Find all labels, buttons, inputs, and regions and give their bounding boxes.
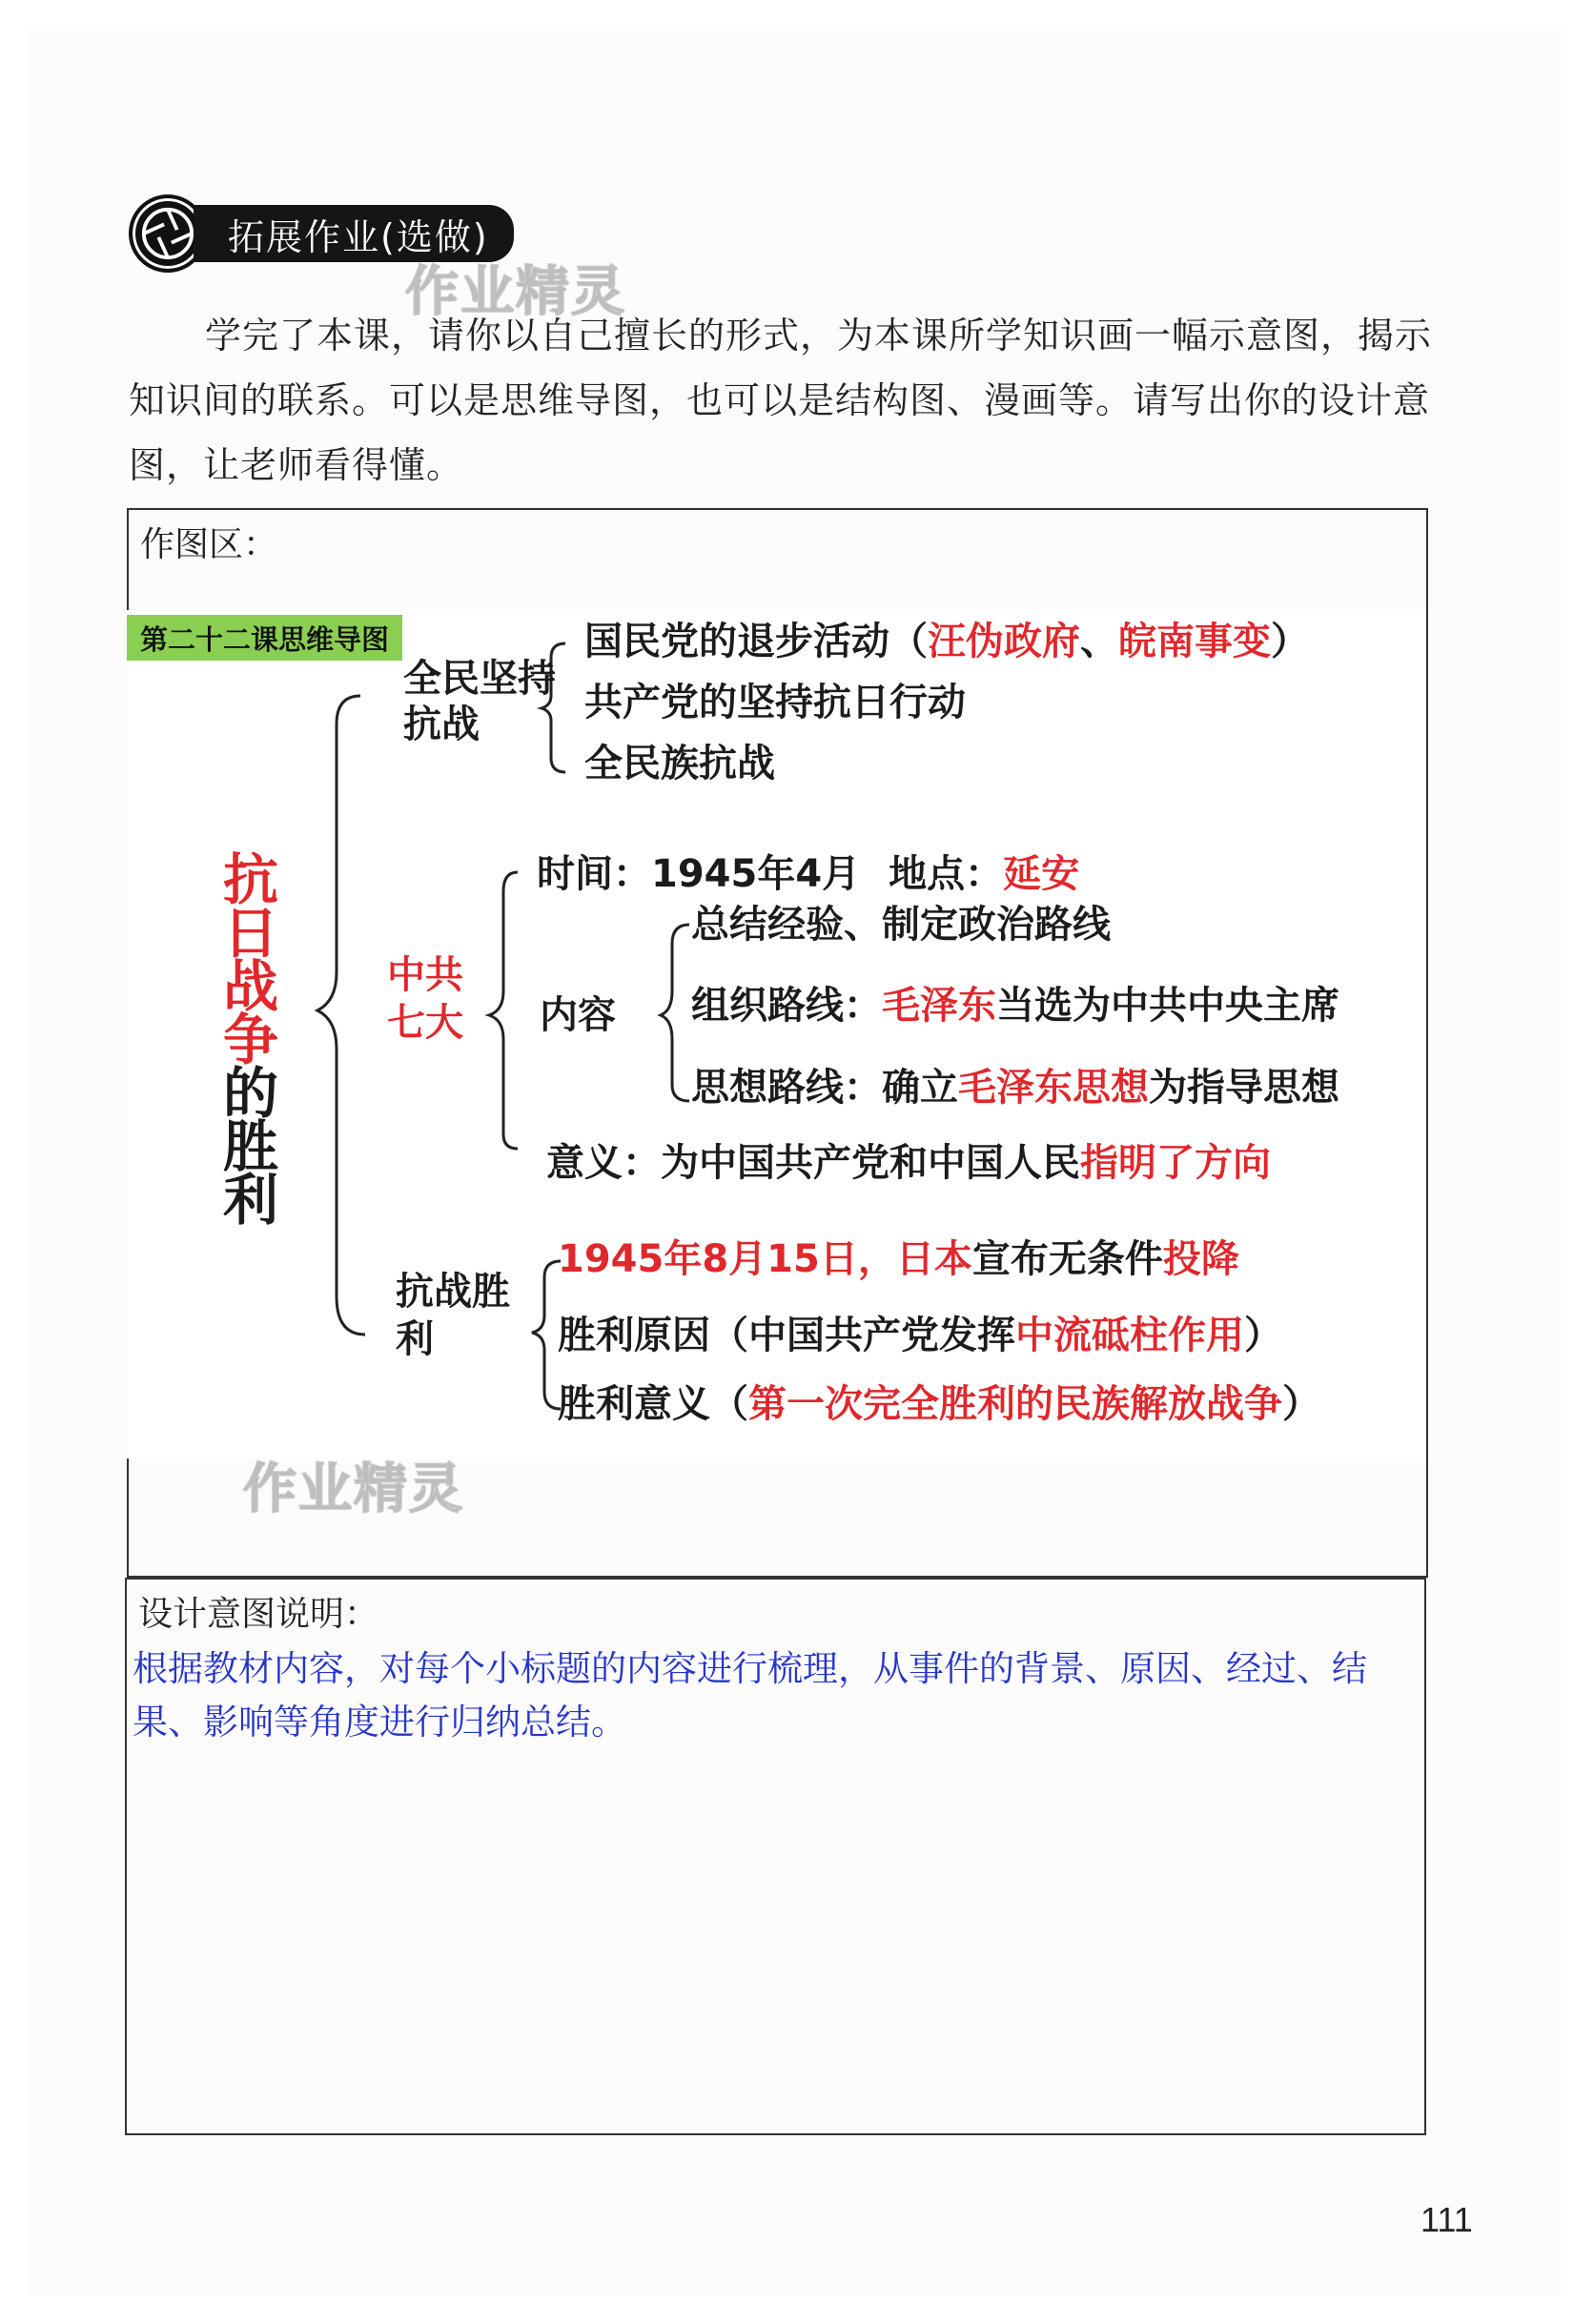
root-char: 抗 xyxy=(222,847,278,912)
root-char: 利 xyxy=(222,1168,278,1233)
branch2-time-place: 时间：1945年4月 地点：延安 xyxy=(537,852,1080,896)
root-char: 争 xyxy=(222,1008,278,1072)
root-char: 的 xyxy=(222,1061,278,1126)
design-intent-box xyxy=(125,1578,1426,2135)
section-title: 拓展作业(选做) xyxy=(194,205,514,262)
branch1-item3: 全民族抗战 xyxy=(584,742,775,785)
watermark: 作业精灵 xyxy=(243,1458,464,1520)
mindmap-root xyxy=(217,847,284,1233)
branch1-item1: 国民党的退步活动（汪伪政府、皖南事变） xyxy=(584,620,1309,663)
mindmap-title: 第二十二课思维导图 xyxy=(127,615,402,661)
branch2-content-label: 内容 xyxy=(540,993,616,1037)
branch3-item1: 1945年8月15日，日本宣布无条件投降 xyxy=(558,1237,1239,1281)
root-char: 胜 xyxy=(222,1114,278,1179)
page-number: 111 xyxy=(1420,2200,1473,2239)
branch3-item3: 胜利意义（第一次完全胜利的民族解放战争） xyxy=(558,1382,1320,1426)
branch1-label: 全民坚持 抗战 xyxy=(403,657,556,746)
mindmap xyxy=(127,610,1426,1458)
branch3-item2: 胜利原因（中国共产党发挥中流砥柱作用） xyxy=(558,1314,1282,1357)
branch2-content2: 组织路线：毛泽东当选为中共中央主席 xyxy=(691,984,1339,1028)
design-intent-label: 设计意图说明： xyxy=(138,1595,379,1634)
branch2-content3: 思想路线：确立毛泽东思想为指导思想 xyxy=(691,1066,1339,1110)
intro-paragraph: 学完了本课，请你以自己擅长的形式，为本课所学知识画一幅示意图，揭示知识间的联系。可以是思维导图，也可以是结构图、漫画等。请写出你的设计意图，让老师看得懂。 xyxy=(129,315,1433,486)
branch2-content1: 总结经验、制定政治路线 xyxy=(691,903,1111,947)
design-intent-text: 根据教材内容，对每个小标题的内容进行梳理，从事件的背景、原因、经过、结果、影响等角度进行归纳总结。 xyxy=(133,1648,1367,1743)
watermark: 作业精灵 xyxy=(405,261,626,323)
branch1-item2: 共产党的坚持抗日行动 xyxy=(584,681,966,724)
branch2-label: 中共 七大 xyxy=(387,953,463,1045)
branch2-meaning: 意义：为中国共产党和中国人民指明了方向 xyxy=(546,1141,1271,1185)
branch3-label: 抗战胜 利 xyxy=(396,1270,510,1361)
drawing-area-label: 作图区： xyxy=(140,525,278,564)
root-char: 战 xyxy=(222,954,278,1019)
root-char: 日 xyxy=(222,901,278,966)
